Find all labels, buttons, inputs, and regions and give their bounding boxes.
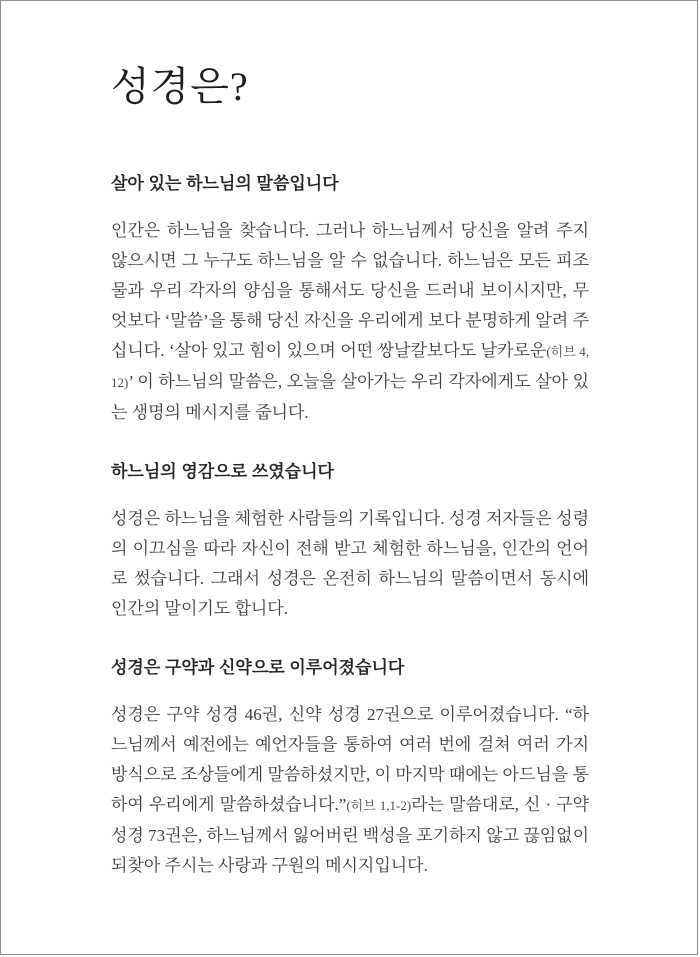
paragraph-text [111,504,589,624]
body-text: ’ 이 하느님의 말씀은, 오늘을 살아가는 우리 각자에게도 살아 있는 생명의 메시지를 줍니다. [111,372,589,422]
section-inspiration [111,461,589,624]
paragraph-text [111,700,589,881]
body-text: 성경은 구약 성경 46권, 신약 성경 27권으로 이루어졌습니다. “하느님께서 예전에는 예언자들을 통하여 여러 번에 걸쳐 여러 가지 방식으로 조상들에게 말씀하셨지만, 이 마지막 때에는 아드님을 통하여 우리에게 말씀하셨습니다.” [111,705,589,814]
body-text: 성경은 하느님을 체험한 사람들의 기록입니다. 성경 저자들은 성령의 이끄심을 따라 자신이 전해 받고 체험한 하느님을, 인간의 언어로 썼습니다. 그래서 성경은 온전히 하느님의 말씀이면서 동시에 인간의 말이기도 합니다. [111,509,589,618]
section-heading: 성경은 구약과 신약으로 이루어졌습니다 [111,658,405,677]
page-title: 성경은? [111,64,249,109]
section-living-word [111,173,589,428]
body-text: 라는 말씀대로, 신 · 구약 성경 73권은, 하느님께서 잃어버린 백성을 포기하지 않고 끊임없이 되찾아 주시는 사랑과 구원의 메시지입니다. [111,795,589,875]
scripture-citation: (히브 1,1-2) [346,798,412,813]
paragraph-text [111,216,589,428]
body-text: 인간은 하느님을 찾습니다. 그러나 하느님께서 당신을 알려 주지 않으시면 그 누구도 하느님을 알 수 없습니다. 하느님은 모든 피조물과 우리 각자의 양심을 통해서도 당신을 드러내 보이시지만, 무엇보다 ‘말씀’을 통해 당신 자신을 우리에게 보다 분명하게 알려 주십니다. ‘살아 있고 힘이 있으며 어떤 쌍날칼보다도 날카로운 [111,221,589,360]
section-old-new-testament [111,657,589,881]
page-content [1,1,697,921]
section-heading: 하느님의 영감으로 쓰였습니다 [111,462,334,481]
section-heading: 살아 있는 하느님의 말씀입니다 [111,174,339,193]
scripture-citation: (히브 4,12) [111,344,589,390]
